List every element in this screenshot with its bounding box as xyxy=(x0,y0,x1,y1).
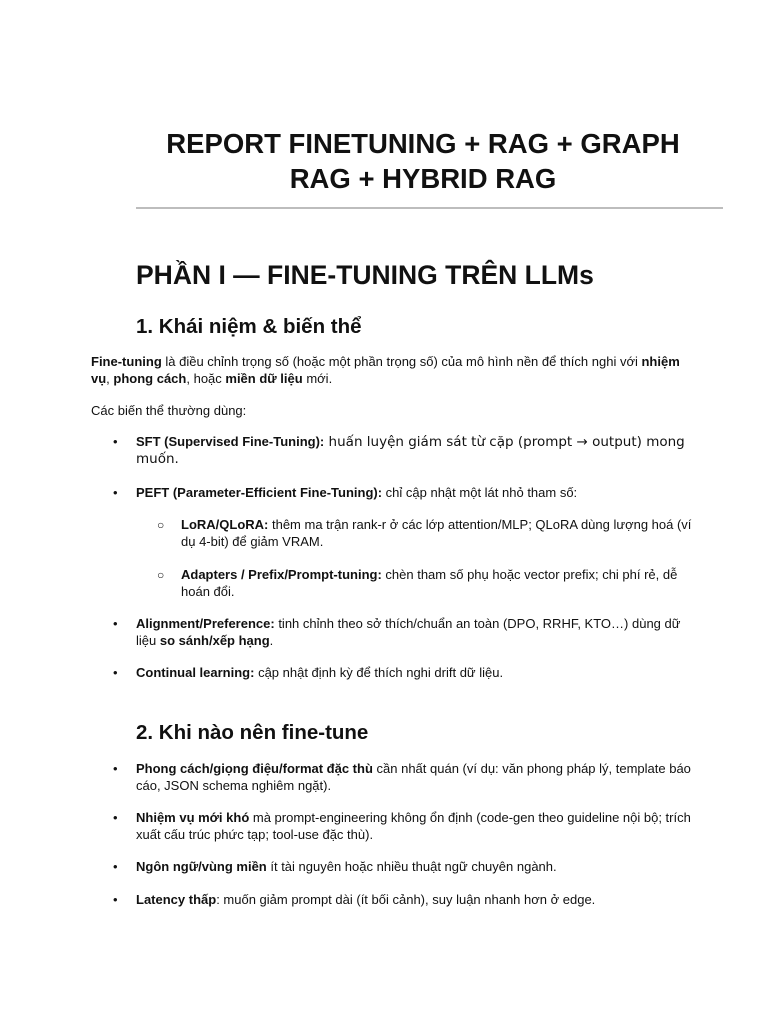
text: , hoặc xyxy=(186,370,226,386)
item-term: Adapters / Prefix/Prompt-tuning: xyxy=(181,567,382,582)
item-term: SFT (Supervised Fine-Tuning): xyxy=(136,434,325,449)
bullet-disc: • xyxy=(113,761,118,776)
list-item-adapters xyxy=(181,567,701,600)
item-term: Continual learning: xyxy=(136,665,255,680)
term: miền dữ liệu xyxy=(225,370,303,386)
item-term: Alignment/Preference: xyxy=(136,616,275,631)
bullet-disc: • xyxy=(113,434,118,449)
list-item-peft xyxy=(136,485,696,502)
bullet-disc: • xyxy=(113,810,118,825)
intro-paragraph xyxy=(91,354,691,387)
item-text: . xyxy=(269,632,274,648)
section-heading: 2. Khi nào nên fine-tune xyxy=(136,721,369,744)
item-text: cập nhật định kỳ để thích nghi drift dữ liệu. xyxy=(254,665,504,680)
bullet-disc: • xyxy=(113,485,118,500)
item-term: Nhiệm vụ mới khó xyxy=(136,810,250,825)
text: , xyxy=(106,370,114,386)
section-heading: 1. Khái niệm & biến thể xyxy=(136,315,362,338)
item-text: cần nhất quán (ví dụ: văn phong pháp lý, template báo cáo, JSON schema nghiêm ngặt). xyxy=(136,761,691,793)
page-title xyxy=(100,126,746,196)
bullet-disc: • xyxy=(113,892,118,907)
bullet-disc: • xyxy=(113,859,118,874)
item-term: Latency thấp xyxy=(136,892,217,907)
list-item-alignment xyxy=(136,616,696,649)
list-item-style xyxy=(136,761,696,794)
term: nhiệm vụ xyxy=(91,354,680,386)
item-text: : muốn giảm prompt dài (ít bối cảnh), suy luận nhanh hơn ở edge. xyxy=(216,892,596,907)
term: phong cách xyxy=(113,370,187,386)
title-divider xyxy=(136,207,723,209)
text: là điều chỉnh trọng số (hoặc một phần trọng số) của mô hình nền để thích nghi với xyxy=(161,354,642,369)
bullet-circle: ○ xyxy=(157,518,165,532)
list-item-latency xyxy=(136,892,696,909)
list-item-continual xyxy=(136,665,696,682)
item-text: mà prompt-engineering không ổn định (code-gen theo guideline nội bộ; trích xuất cấu trúc phức tạp; tool-use đặc thù). xyxy=(136,810,691,842)
title-line-1: REPORT FINETUNING + RAG + GRAPH xyxy=(166,128,680,159)
list-item-new-task xyxy=(136,810,696,843)
title-line-2: RAG + HYBRID RAG xyxy=(289,163,557,194)
item-term: PEFT (Parameter-Efficient Fine-Tuning): xyxy=(136,485,383,500)
item-text: tinh chỉnh theo sở thích/chuẩn an toàn (DPO, RRHF, KTO…) dùng dữ liệu xyxy=(136,616,681,648)
item-text: chỉ cập nhật một lát nhỏ tham số: xyxy=(382,485,578,500)
variants-label: Các biến thể thường dùng: xyxy=(91,403,247,418)
item-term: so sánh/xếp hạng xyxy=(159,632,270,648)
item-term: LoRA/QLoRA: xyxy=(181,517,269,532)
list-item-lora xyxy=(181,517,701,550)
bullet-circle: ○ xyxy=(157,568,165,582)
bullet-disc: • xyxy=(113,665,118,680)
bullet-disc: • xyxy=(113,616,118,631)
item-term: Ngôn ngữ/vùng miền xyxy=(136,859,267,874)
list-item-sft xyxy=(136,434,696,467)
text: mới. xyxy=(302,370,333,386)
item-term: Phong cách/giọng điệu/format đặc thù xyxy=(136,761,373,776)
item-text: chèn tham số phụ hoặc vector prefix; chi phí rẻ, dễ hoán đổi. xyxy=(181,567,678,599)
item-text: ít tài nguyên hoặc nhiều thuật ngữ chuyên ngành. xyxy=(266,859,557,874)
list-item-language xyxy=(136,859,696,876)
term: Fine-tuning xyxy=(91,354,162,369)
item-text: thêm ma trận rank-r ở các lớp attention/MLP; QLoRA dùng lượng hoá (ví dụ 4-bit) để giảm VRAM. xyxy=(181,517,692,549)
item-text: huấn luyện giám sát từ cặp (prompt → output) mong muốn. xyxy=(136,434,685,467)
part-heading: PHẦN I — FINE-TUNING TRÊN LLMs xyxy=(136,260,594,290)
